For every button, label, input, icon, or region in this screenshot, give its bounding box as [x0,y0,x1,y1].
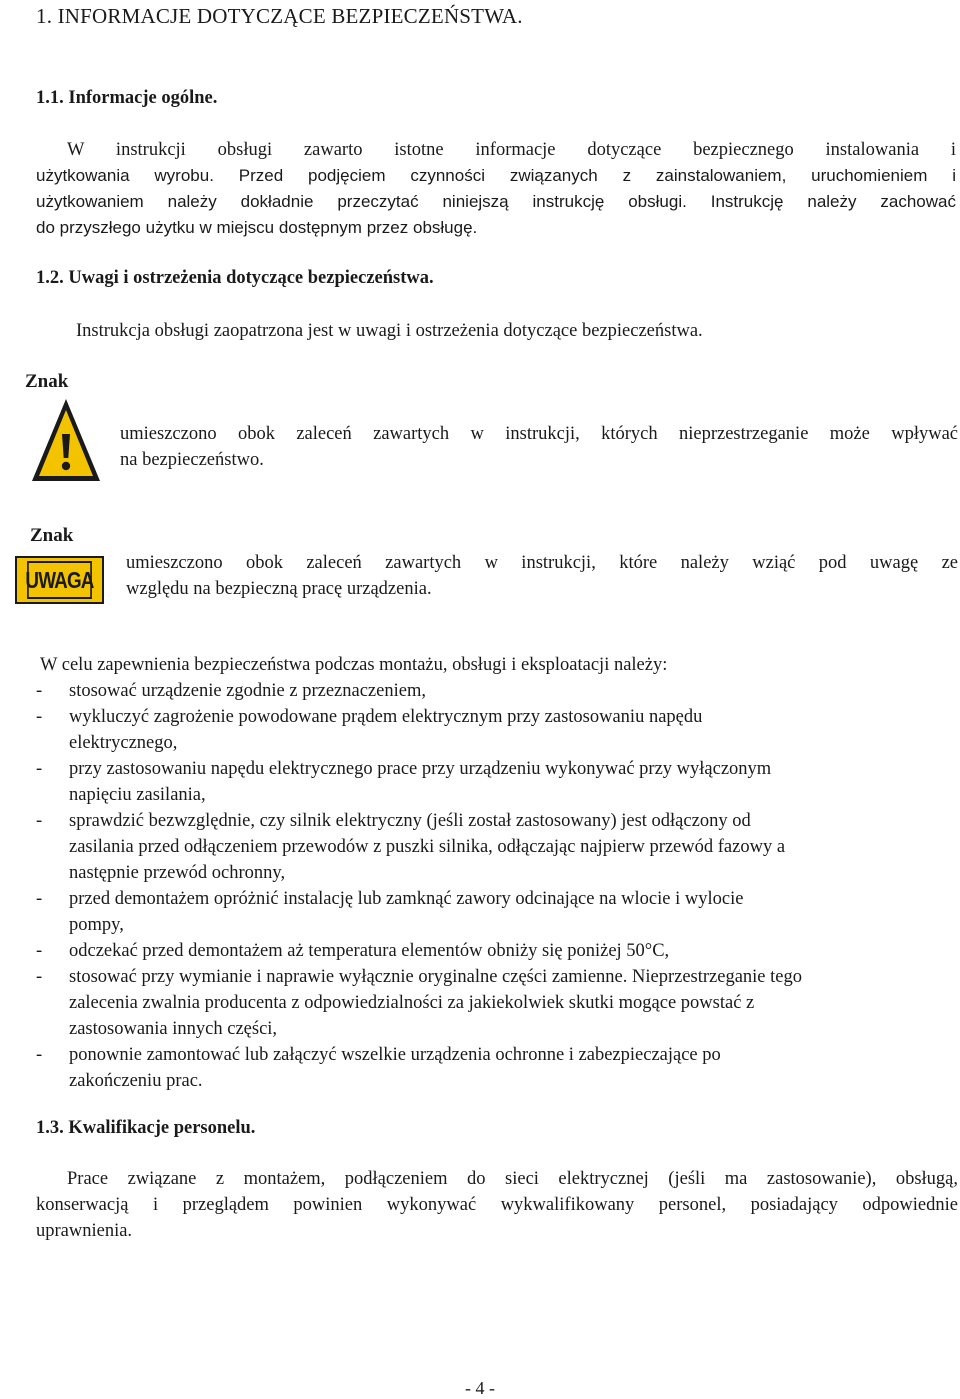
list-item-line: ponownie zamontować lub załączyć wszelkie urządzenia ochronne i zabezpieczające po [69,1045,721,1065]
paragraph-line: użytkowania wyrobu. Przed podjęciem czynności związanych z zainstalowaniem, uruchomieniem i [36,166,956,185]
sign2-description [126,550,958,602]
list-item-line: zalecenia zwalnia producenta z odpowiedzialności za jakiekolwiek skutki mogące powstać z [69,993,755,1013]
qualifications-paragraph [36,1166,958,1244]
list-item-line: odczekać przed demontażem aż temperatura elementów obniży się poniżej 50°C, [69,941,670,961]
uwaga-sign-text: UWAGA [27,561,92,599]
page-number: - 4 - [465,1378,495,1398]
safety-list-item [36,938,936,964]
section-title-warnings: 1.2. Uwagi i ostrzeżenia dotyczące bezpieczeństwa. [36,268,434,288]
list-item-line: stosować urządzenie zgodnie z przeznaczeniem, [69,681,426,701]
page-heading: 1. INFORMACJE DOTYCZĄCE BEZPIECZEŃSTWA. [36,4,523,28]
paragraph-line: konserwacją i przeglądem powinien wykonywać wykwalifikowany personel, posiadający odpowiednie [36,1195,958,1215]
paragraph-line: W instrukcji obsługi zawarto istotne informacje dotyczące bezpiecznego instalowania i [67,140,956,160]
list-item-line: zasilania przed odłączeniem przewodów z puszki silnika, odłączając najpierw przewód fazowy a [69,837,786,857]
list-item-line: następnie przewód ochronny, [69,863,286,883]
sign1-description [120,421,958,473]
paragraph-line: uprawnienia. [36,1221,133,1241]
list-item-line: zastosowania innych części, [69,1019,278,1039]
general-info-paragraph [36,137,956,241]
safety-list-item [36,964,936,1042]
list-item-line: zakończeniu prac. [69,1071,203,1091]
list-bullet: - [36,811,43,831]
list-item-line: elektrycznego, [69,733,178,753]
safety-intro: W celu zapewnienia bezpieczeństwa podczas montażu, obsługi i eksploatacji należy: [40,655,668,675]
description-line: względu na bezpieczną pracę urządzenia. [126,579,432,599]
description-line: umieszczono obok zaleceń zawartych w instrukcji, które należy wziąć pod uwagę ze [126,553,958,573]
uwaga-sign [15,556,104,604]
list-item-line: przy zastosowaniu napędu elektrycznego prace przy urządzeniu wykonywać przy wyłączonym [69,759,772,779]
list-item-line: sprawdzić bezwzględnie, czy silnik elektryczny (jeśli został zastosowany) jest odłączony od [69,811,751,831]
list-item-line: napięciu zasilania, [69,785,206,805]
safety-list-item [36,1042,936,1094]
paragraph-line: do przyszłego użytku w miejscu dostępnym przez obsługę. [36,218,478,237]
safety-list-item [36,886,936,938]
list-bullet: - [36,681,43,701]
list-bullet: - [36,1045,43,1065]
sign-label: Znak [25,371,69,392]
safety-list-item [36,756,936,808]
list-item-line: wykluczyć zagrożenie powodowane prądem elektrycznym przy zastosowaniu napędu [69,707,703,727]
list-bullet: - [36,707,43,727]
warning-triangle-icon [30,396,102,484]
safety-list-item [36,678,936,704]
section-title-general: 1.1. Informacje ogólne. [36,88,218,108]
sign-label: Znak [30,525,74,546]
paragraph-line: Prace związane z montażem, podłączeniem do sieci elektrycznej (jeśli ma zastosowanie), obsługą, [67,1169,958,1189]
safety-list-item [36,808,936,886]
list-bullet: - [36,967,43,987]
list-item-line: stosować przy wymianie i naprawie wyłącznie oryginalne części zamienne. Nieprzestrzeganie tego [69,967,802,987]
safety-list-item [36,704,936,756]
paragraph-line: użytkowaniem należy dokładnie przeczytać niniejszą instrukcję obsługi. Instrukcję należy zachować [36,192,956,211]
description-line: na bezpieczeństwo. [120,450,264,470]
description-line: umieszczono obok zaleceń zawartych w instrukcji, których nieprzestrzeganie może wpływać [120,424,958,444]
section-title-qualifications: 1.3. Kwalifikacje personelu. [36,1118,256,1138]
list-bullet: - [36,941,43,961]
list-bullet: - [36,759,43,779]
list-item-line: przed demontażem opróżnić instalację lub zamknąć zawory odcinające na wlocie i wylocie [69,889,744,909]
warnings-intro: Instrukcja obsługi zaopatrzona jest w uwagi i ostrzeżenia dotyczące bezpieczeństwa. [76,321,703,341]
list-bullet: - [36,889,43,909]
list-item-line: pompy, [69,915,124,935]
